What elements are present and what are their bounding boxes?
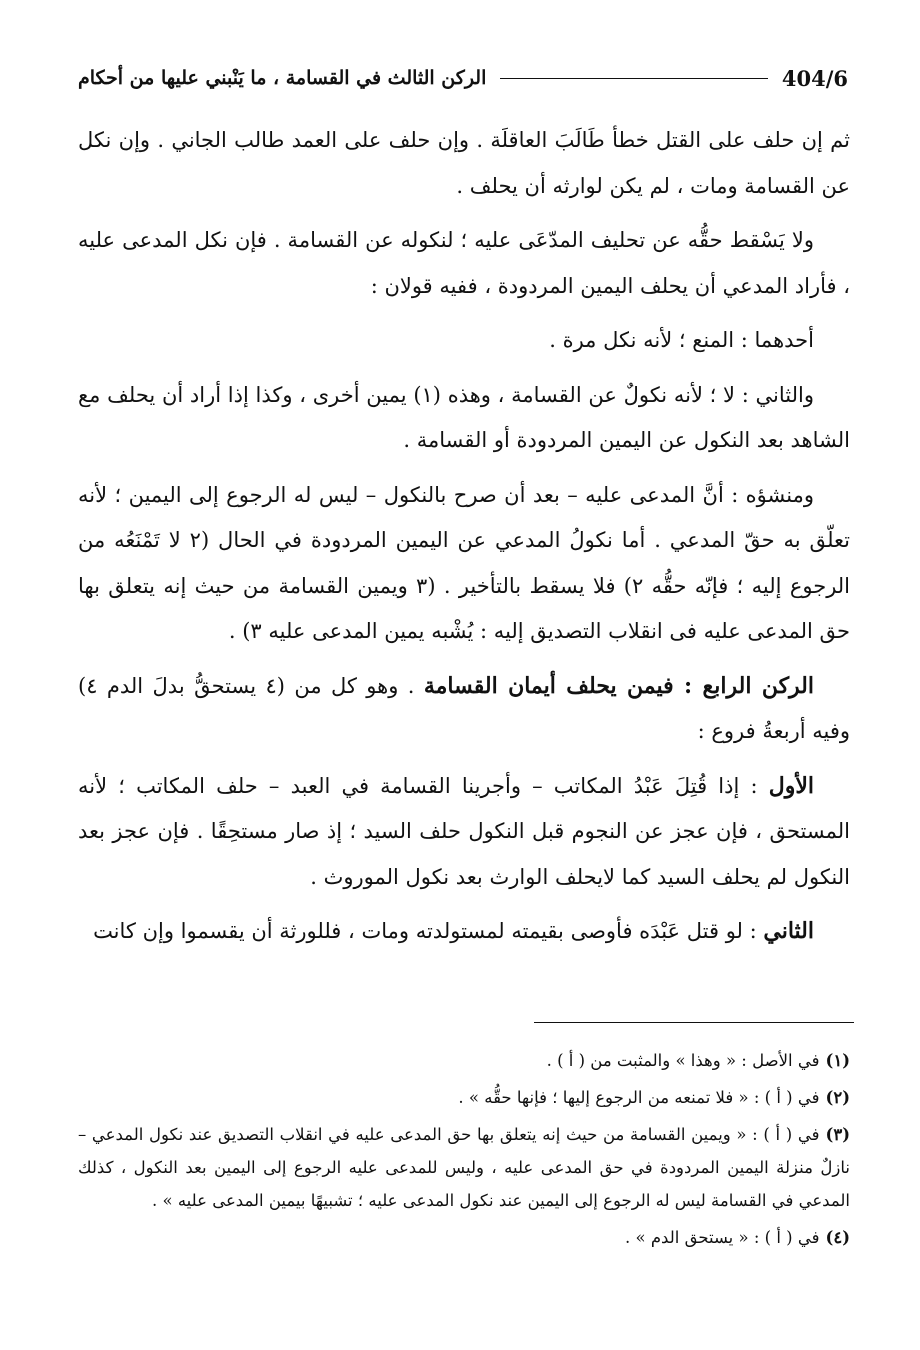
header-rule xyxy=(500,78,768,79)
section-heading: الركن الرابع : فيمن يحلف أيمان القسامة xyxy=(423,672,814,699)
footnote-number: (٤) xyxy=(825,1228,850,1247)
footnote xyxy=(78,1044,850,1077)
footnote xyxy=(78,1118,850,1217)
footnote-text: في ( أ ) : « فلا تمنعه من الرجوع إليها ؛ فإنها حقُّه » . xyxy=(458,1088,820,1107)
footnote-text: في ( أ ) : « ويمين القسامة من حيث إنه يتعلق بها حق المدعى عليه في انقلاب التصديق عند نكول المدعي – نازلٌ منزلة اليمين المردودة في حق المدعى عليه ، وليس للمدعى عليه الرجوع إلى اليمين بعد النكول ، كذلك المدعي في القسامة ليس له الرجوع إلى اليمين عند نكول المدعى عليه ؛ تشبيهًا بيمين المدعى عليه » . xyxy=(78,1125,850,1210)
branch-heading: الأول xyxy=(768,772,814,799)
branch-text: : إذا قُتِلَ عَبْدُ المكاتب – وأجرينا القسامة في العبد – حلف المكاتب ؛ لأنه المستحق ، فإن عجز عن النجوم قبل النكول حلف السيد ؛ إذ صار مستحِقًا . فإن عجز بعد النكول لم يحلف السيد كما لايحلف الوارث بعد نكول الموروث . xyxy=(78,773,850,889)
paragraph: أحدهما : المنع ؛ لأنه نكل مرة . xyxy=(549,328,814,352)
branch-second xyxy=(78,909,850,955)
footnote-number: (٢) xyxy=(825,1088,850,1107)
footnote xyxy=(78,1081,850,1114)
branch-text: : لو قتل عَبْدَه فأوصى بقيمته لمستولدته ومات ، فللورثة أن يقسموا وإن كانت xyxy=(93,919,764,943)
paragraph: ولا يَسْقط حقُّه عن تحليف المدّعَى عليه ؛ لنكوله عن القسامة . فإن نكل المدعى عليه ، فأراد المدعي أن يحلف اليمين المردودة ، ففيه قولان : xyxy=(78,228,850,298)
running-header xyxy=(78,58,848,98)
paragraph: ثم إن حلف على القتل خطأ طَالَبَ العاقلَة . وإن حلف على العمد طالب الجاني . وإن نكل عن القسامة ومات ، لم يكن لوارثه أن يحلف . xyxy=(78,128,850,198)
main-text xyxy=(78,118,850,964)
footnotes xyxy=(78,1040,850,1258)
footnote xyxy=(78,1221,850,1254)
running-title: الركن الثالث في القسامة ، ما يَنْبني عليها من أحكام xyxy=(78,67,487,89)
footnote-number: (١) xyxy=(825,1051,850,1070)
page-number: 404/6 xyxy=(781,65,848,91)
paragraph: ومنشؤه : أنَّ المدعى عليه – بعد أن صرح بالنكول – ليس له الرجوع إلى اليمين ؛ لأنه تعلّق به حقّ المدعي . أما نكولُ المدعي عن اليمين المردودة في الحال (٢ لا تَمْنَعُه من الرجوع إليه ؛ فإنّه حقُّه ٢) فلا يسقط بالتأخير . (٣ ويمين القسامة من حيث إنه يتعلق بها حق المدعى عليه فى انقلاب التصديق إليه : يُشْبه يمين المدعى عليه ٣) . xyxy=(78,482,851,643)
footnote-number: (٣) xyxy=(825,1125,850,1144)
footnote-divider xyxy=(534,1022,854,1023)
section-rukn-four xyxy=(78,664,850,755)
branch-first xyxy=(78,764,850,901)
footnote-text: في ( أ ) : « يستحق الدم » . xyxy=(625,1228,820,1247)
branch-heading: الثاني xyxy=(763,918,814,944)
section-text: . وهو كل من (٤ يستحقُّ بدلَ الدم ٤) وفيه أربعةُ فروع : xyxy=(78,673,850,743)
footnote-text: في الأصل : « وهذا » والمثبت من ( أ ) . xyxy=(546,1051,820,1070)
paragraph: والثاني : لا ؛ لأنه نكولٌ عن القسامة ، وهذه (١) يمين أخرى ، وكذا إذا أراد أن يحلف مع الشاهد بعد النكول عن اليمين المردودة أو القسامة . xyxy=(78,382,850,452)
